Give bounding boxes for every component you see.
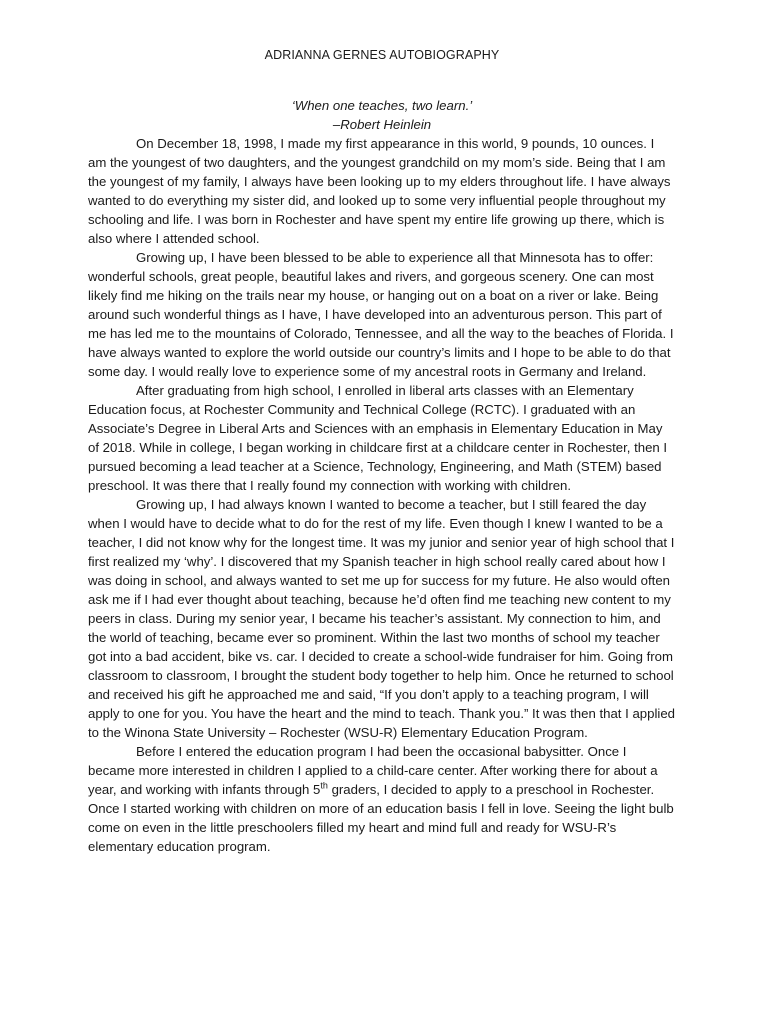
- document-title: ADRIANNA GERNES AUTOBIOGRAPHY: [264, 48, 500, 62]
- paragraph-growing-up-minnesota: Growing up, I have been blessed to be able to experience all that Minnesota has to offer: wonderful schools, great people, beautiful lakes and rivers, and gorgeous scenery. One can most likely find me hiking on the trails near my house, or hanging out on a boat on a river or lake. Being around such wonderful things as I have, I have developed into an adventurous person. This part of me has led me to the mountains of Colorado, Tennessee, and all the way to the beaches of Florida. I have always wanted to explore the world outside our country’s limits and I hope to be able to do that some day. I would really love to experience some of my ancestral roots in Germany and Ireland.: [88, 250, 674, 379]
- epigraph-attribution: –Robert Heinlein: [332, 117, 432, 132]
- paragraph-text-part1: Before I entered the education program I had been the occasional babysitter. Once I became more interested in children I applied to a child-care center. After working there for about a year, and working with infants through 5: [88, 744, 658, 797]
- paragraph-birth: On December 18, 1998, I made my first appearance in this world, 9 pounds, 10 ounces. I am the youngest of two daughters, and the youngest grandchild on my mom’s side. Being that I am the youngest of my family, I always have been looking up to my elders throughout life. I have always wanted to do everything my sister did, and looked up to some very influential people throughout my schooling and life. I was born in Rochester and have spent my entire life growing up there, which is also where I attended school.: [88, 136, 671, 246]
- epigraph-quote: ‘When one teaches, two learn.’: [291, 98, 473, 113]
- paragraph-education-program: [88, 742, 676, 856]
- paragraph-college: After graduating from high school, I enrolled in liberal arts classes with an Elementary Education focus, at Rochester Community and Technical College (RCTC). I graduated with an Associate’s Degree in Liberal Arts and Sciences with an emphasis in Elementary Education in May of 2018. While in college, I began working in childcare first at a childcare center in Rochester, then I pursued becoming a lead teacher at a Science, Technology, Engineering, and Math (STEM) based preschool. It was there that I really found my connection with working with children.: [88, 383, 668, 493]
- ordinal-superscript: th: [320, 780, 328, 791]
- paragraph-becoming-teacher: Growing up, I had always known I wanted to become a teacher, but I still feared the day when I would have to decide what to do for the rest of my life. Even though I knew I wanted to be a teacher, I did not know why for the longest time. It was my junior and senior year of high school that I first realized my ‘why’. I discovered that my Spanish teacher in high school really cared about how I was doing in school, and always wanted to set me up for success for my future. He also would often ask me if I had ever thought about teaching, because he’d often find me teaching new content to my peers in class. During my senior year, I became his teacher’s assistant. My connection to him, and the world of teaching, became ever so prominent. Within the last two months of school my teacher got into a bad accident, bike vs. car. I decided to create a school-wide fundraiser for him. Going from classroom to classroom, I brought the student body together to help him. Once he returned to school and received his gift he approached me and said, “If you don’t apply to a teaching program, I will apply to one for you. You have the heart and the mind to teach. Thank you.” It was then that I applied to the Winona State University – Rochester (WSU-R) Elementary Education Program.: [88, 497, 675, 740]
- paragraph-text-part2: graders, I decided to apply to a preschool in Rochester. Once I started working with children on more of an education basis I fell in love. Seeing the light bulb come on even in the little preschoolers filled my heart and mind full and ready for WSU-R’s elementary education program.: [88, 782, 674, 854]
- document-body: [88, 46, 676, 856]
